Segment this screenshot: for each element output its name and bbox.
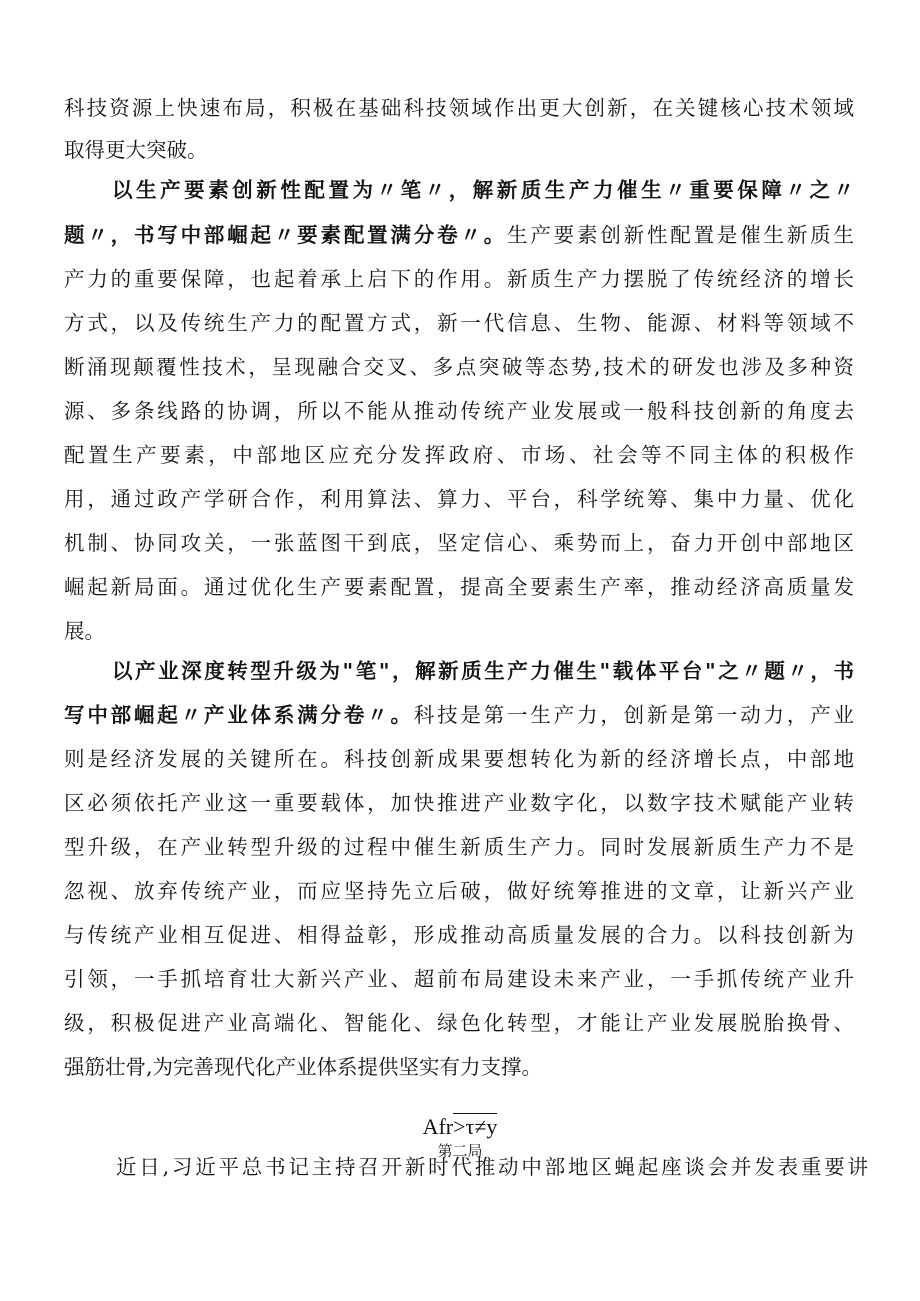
paragraph-2-line-4: 方式，以及传统生产力的配置方式，新一代信息、生物、能源、材料等领域不: [64, 311, 854, 335]
paragraph-3-line-9: 级，积极促进产业高端化、智能化、绿色化转型，才能让产业发展脱胎换骨、: [64, 1011, 854, 1035]
paragraph-2-line-3: 产力的重要保障，也起着承上启下的作用。新质生产力摆脱了传统经济的增长: [64, 267, 854, 291]
paragraph-2-line-11: 展。: [64, 619, 105, 643]
paragraph-3-heading-tail: 写中部崛起〃产业体系满分卷〃。: [64, 703, 414, 727]
paragraph-2-line-7: 配置生产要素，中部地区应充分发挥政府、市场、社会等不同主体的积极作: [64, 443, 854, 467]
paragraph-3-line-3: 则是经济发展的关键所在。科技创新成果要想转化为新的经济增长点，中部地: [64, 747, 854, 771]
paragraph-2-heading-line-1: 以生产要素创新性配置为〃笔〃，解新质生产力催生〃重要保障〃之〃: [112, 178, 854, 202]
paragraph-3-line-10: 强筋壮骨,为完善现代化产业体系提供坚实有力支撑。: [64, 1055, 543, 1079]
paragraph-3-line-6: 忽视、放弃传统产业，而应坚持先立后破，做好统筹推进的文章，让新兴产业: [64, 879, 854, 903]
paragraph-2-line-8: 用，通过政产学研合作，利用算法、算力、平台，科学统筹、集中力量、优化: [64, 487, 854, 511]
paragraph-2-line-2: [64, 220, 854, 250]
paragraph-2-heading-tail: 题〃，书写中部崛起〃要素配置满分卷〃。: [64, 223, 508, 247]
section-subheading: 第二局: [437, 1142, 483, 1160]
paragraph-2-line-10: 崛起新局面。通过优化生产要素配置，提高全要素生产率，推动经济高质量发: [64, 575, 854, 599]
paragraph-1-line-2: 取得更大突破。: [64, 138, 208, 162]
section-heading-part-b: >τ≠y: [453, 1114, 498, 1139]
section-heading: [0, 1114, 920, 1140]
section-heading-part-a: Afr: [422, 1114, 454, 1139]
paragraph-2-text-start: 生产要素创新性配置是催生新质生: [507, 223, 855, 247]
paragraph-1-line-1: 科技资源上快速布局，积极在基础科技领域作出更大创新，在关键核心技术领域: [64, 96, 854, 120]
paragraph-3-text-start: 科技是第一生产力，创新是第一动力，产业: [413, 703, 855, 727]
paragraph-2-line-6: 源、多条线路的协调，所以不能从推动传统产业发展或一般科技创新的角度去: [64, 399, 854, 423]
paragraph-3-line-5: 型升级，在产业转型升级的过程中催生新质生产力。同时发展新质生产力不是: [64, 835, 854, 859]
paragraph-2-line-9: 机制、协同攻关，一张蓝图干到底，坚定信心、乘势而上，奋力开创中部地区: [64, 531, 854, 555]
paragraph-3-line-2: [64, 700, 854, 730]
paragraph-3-line-4: 区必须依托产业这一重要载体，加快推进产业数字化，以数字技术赋能产业转: [64, 791, 854, 815]
paragraph-3-heading-line-1: 以产业深度转型升级为"笔"，解新质生产力催生"载体平台"之〃题〃，书: [112, 659, 854, 683]
paragraph-3-line-8: 引领，一手抓培育壮大新兴产业、超前布局建设未来产业，一手抓传统产业升: [64, 967, 854, 991]
paragraph-4-line-1: 近日,习近平总书记主持召开新时代推动中部地区蝇起座谈会并发表重要讲: [116, 1155, 868, 1179]
paragraph-3-line-7: 与传统产业相互促进、相得益彰，形成推动高质量发展的合力。以科技创新为: [64, 923, 854, 947]
paragraph-2-line-5: 断涌现颠覆性技术，呈现融合交叉、多点突破等态势,技术的研发也涉及多种资: [64, 355, 854, 379]
